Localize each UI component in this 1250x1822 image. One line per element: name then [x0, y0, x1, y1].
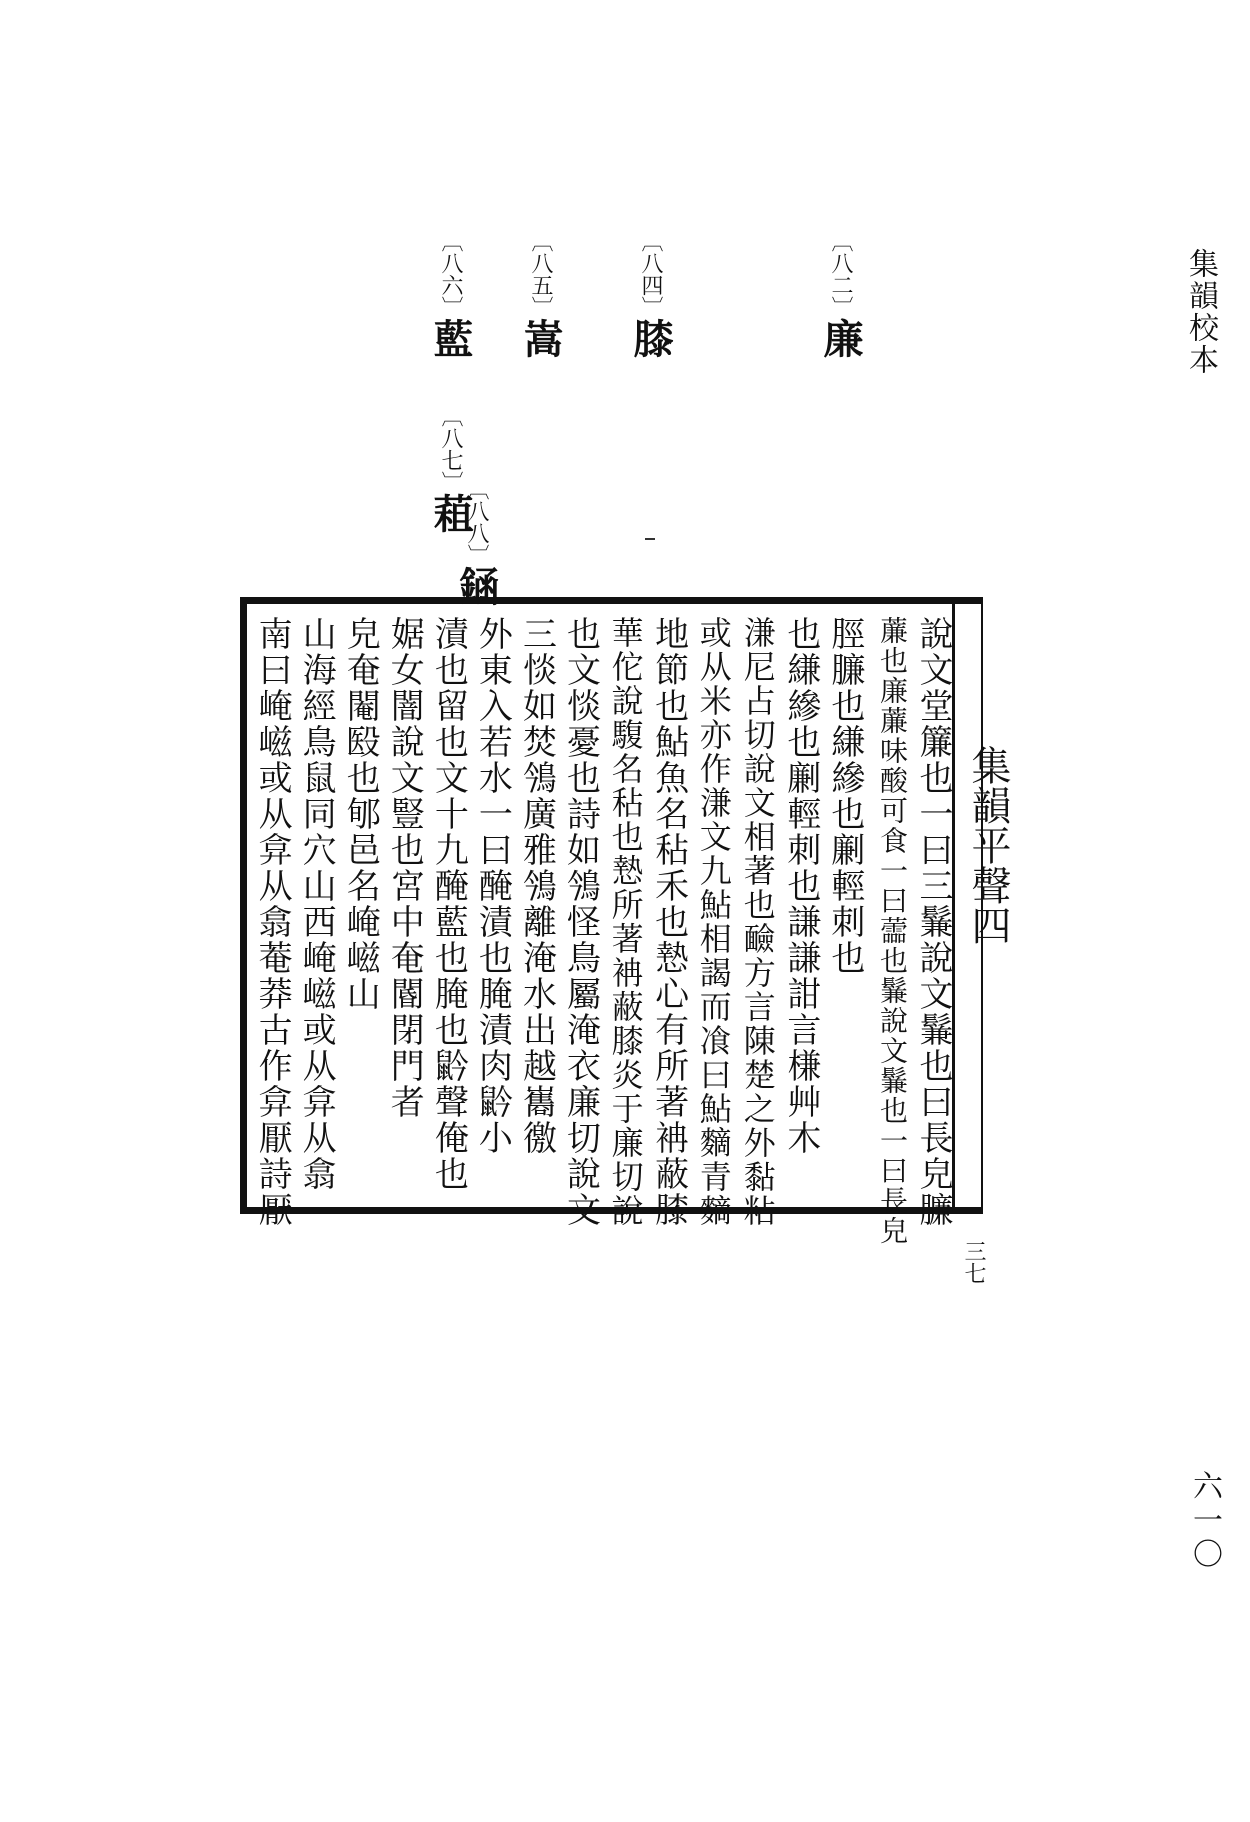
text-column: 地節也鮎魚名秥禾也慹心有所著袡蔽膝 — [648, 616, 689, 1228]
text-column: 說文堂簾也一曰三鬑說文鬑也曰長皃臁 — [913, 616, 953, 1228]
collation-note-88: 〔八八〕䤴 — [453, 478, 500, 606]
text-column: 南曰崦嵫或从弇从翕菴莽古作弇厭詩厭 — [252, 616, 293, 1228]
collation-note-84: 〔八四〕膝 — [627, 230, 674, 358]
text-column: 皃奄閹殹也郇邑名崦嵫山 — [340, 616, 381, 1012]
collation-note-85: 〔八五〕嵩 — [517, 230, 564, 358]
strip-title: 集韻平聲四 — [965, 745, 1011, 945]
text-column: 溓尼占切說文相著也䩎方言陳楚之外黏粘 — [738, 616, 777, 1228]
text-column: 漬也留也文十九醃藍也腌也䶃聲俺也 — [428, 616, 469, 1192]
text-block — [240, 597, 955, 1246]
collation-note-82: 〔八二〕廉 — [817, 230, 864, 358]
collation-note-86: 〔八六〕藍 〔八七〕蒩 — [427, 230, 474, 533]
text-column: 山海經鳥鼠同穴山西崦嵫或从弇从翕 — [296, 616, 337, 1192]
strip-folio: 三七 — [961, 1240, 986, 1284]
text-column: 也文惔憂也詩如鳹怪鳥屬淹衣廉切說文 — [560, 616, 601, 1228]
text-column: 脛臁也縑縿也劆輕刺也 — [824, 616, 865, 976]
text-column: 華佗說䮡名秥也慹所著袡蔽膝炎于廉切說 — [606, 616, 645, 1228]
text-column: 也縑縿也劆輕刺也謙謙詌言槏艸木 — [780, 616, 821, 1156]
stray-mark — [645, 538, 655, 540]
text-column: 婮女闇說文豎也宮中奄閽閉門者 — [384, 616, 425, 1120]
book-title: 集韻校本 — [1183, 248, 1218, 376]
text-column: 薕也廉薕味酸可食一曰蘦也鬑說文鬑也一曰長皃 — [875, 616, 909, 1246]
page-number: 六一〇 — [1187, 1470, 1222, 1572]
text-column: 或从米亦作溓文九鮎相謁而飡曰鮎䵂青䵂 — [694, 616, 733, 1228]
text-column: 外東入若水一曰醃漬也腌漬肉䶃小 — [472, 616, 513, 1156]
text-column: 三惔如焚鳹廣雅鳹離淹水出越巂徼 — [516, 616, 557, 1156]
